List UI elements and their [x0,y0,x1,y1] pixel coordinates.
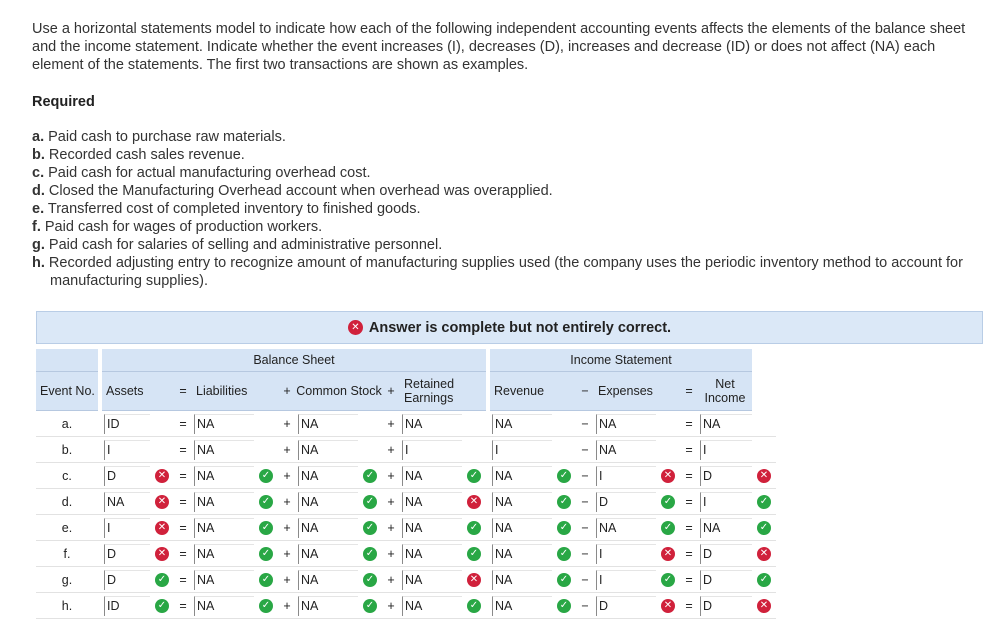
operator: + [382,593,400,619]
common-stock-answer[interactable]: NA [298,492,358,512]
operator: = [680,567,698,593]
revenue-answer[interactable]: NA [492,570,552,590]
retained-earnings-answer[interactable]: NA [402,518,462,538]
operator: − [576,593,594,619]
check-icon: ✓ [363,469,377,483]
expenses-answer[interactable]: NA [596,414,656,434]
revenue-answer[interactable]: NA [492,596,552,616]
operator: = [174,515,192,541]
x-icon: ✕ [661,469,675,483]
event-g: g. Paid cash for salaries of selling and administrative personnel. [32,237,443,253]
event-label: f. [36,541,98,567]
table-row [36,541,776,567]
x-icon: ✕ [467,495,481,509]
plus-header-1: + [278,372,296,411]
check-icon: ✓ [363,495,377,509]
operator: + [382,567,400,593]
operator: + [382,515,400,541]
check-icon: ✓ [467,547,481,561]
event-d: d. Closed the Manufacturing Overhead account when overhead was overapplied. [32,183,553,199]
assets-answer[interactable]: I [104,440,150,460]
check-icon: ✓ [661,521,675,535]
common-stock-answer[interactable]: NA [298,518,358,538]
income-statement-header: Income Statement [490,349,752,372]
event-list [32,128,972,290]
x-icon: ✕ [467,573,481,587]
x-icon: ✕ [757,547,771,561]
operator: = [174,489,192,515]
check-icon: ✓ [259,573,273,587]
check-icon: ✓ [363,573,377,587]
check-icon: ✓ [363,547,377,561]
check-icon: ✓ [467,521,481,535]
operator: + [382,463,400,489]
operator: + [278,541,296,567]
check-icon: ✓ [363,599,377,613]
operator: = [174,567,192,593]
x-icon: ✕ [661,547,675,561]
operator: − [576,489,594,515]
table-row [36,411,776,437]
operator: + [382,541,400,567]
operator: = [174,593,192,619]
operator: = [680,411,698,437]
table-row [36,489,776,515]
event-label: e. [36,515,98,541]
result-banner [36,311,983,344]
event-c: c. Paid cash for actual manufacturing overhead cost. [32,165,371,181]
liabilities-answer[interactable]: NA [194,492,254,512]
horizontal-statements-table [36,349,776,619]
event-group-header [36,349,98,372]
check-icon: ✓ [259,547,273,561]
expenses-answer[interactable]: I [596,570,656,590]
check-icon: ✓ [757,521,771,535]
net-income-answer[interactable]: D [700,466,752,486]
event-e: e. Transferred cost of completed inventory to finished goods. [32,201,421,217]
event-label: c. [36,463,98,489]
check-icon: ✓ [363,521,377,535]
liabilities-answer[interactable]: NA [194,440,254,460]
minus-header: − [576,372,594,411]
check-icon: ✓ [259,469,273,483]
event-b: b. Recorded cash sales revenue. [32,147,245,163]
x-icon: ✕ [155,469,169,483]
plus-header-2: + [382,372,400,411]
expenses-answer[interactable]: NA [596,440,656,460]
x-icon: ✕ [155,521,169,535]
retained-earnings-answer[interactable]: I [402,440,462,460]
x-icon: ✕ [661,599,675,613]
operator: = [680,489,698,515]
common-stock-answer[interactable]: NA [298,440,358,460]
equals-header-2: = [680,372,698,411]
liabilities-answer[interactable]: NA [194,518,254,538]
operator: = [680,593,698,619]
expenses-answer[interactable]: D [596,492,656,512]
operator: + [278,437,296,463]
expenses-answer[interactable]: NA [596,518,656,538]
operator: + [382,437,400,463]
event-label: h. [36,593,98,619]
expenses-answer[interactable]: I [596,544,656,564]
check-icon: ✓ [259,495,273,509]
net-income-answer[interactable]: I [700,492,752,512]
expenses-answer[interactable]: D [596,596,656,616]
x-icon: ✕ [155,495,169,509]
liabilities-answer[interactable]: NA [194,414,254,434]
common-stock-header: Common Stock [296,372,382,411]
operator: + [278,463,296,489]
x-icon: ✕ [757,599,771,613]
operator: − [576,515,594,541]
net-income-answer[interactable]: D [700,544,752,564]
check-icon: ✓ [557,495,571,509]
revenue-answer[interactable]: NA [492,518,552,538]
event-label: g. [36,567,98,593]
operator: + [278,515,296,541]
liabilities-answer[interactable]: NA [194,596,254,616]
operator: + [278,567,296,593]
retained-earnings-answer[interactable]: NA [402,466,462,486]
required-heading: Required [32,94,95,110]
operator: + [382,411,400,437]
operator: = [174,463,192,489]
check-icon: ✓ [661,495,675,509]
balance-sheet-header: Balance Sheet [102,349,486,372]
revenue-answer[interactable]: I [492,440,552,460]
common-stock-answer[interactable]: NA [298,466,358,486]
operator: + [278,593,296,619]
assets-answer[interactable]: D [104,544,150,564]
common-stock-answer[interactable]: NA [298,570,358,590]
event-h: h. Recorded adjusting entry to recognize amount of manufacturing supplies used (the company uses the periodic inventory method to account for manufacturing supplies). [32,255,963,289]
check-icon: ✓ [467,469,481,483]
event-label: a. [36,411,98,437]
operator: + [278,411,296,437]
common-stock-answer[interactable]: NA [298,544,358,564]
operator: = [680,541,698,567]
net-income-answer[interactable]: D [700,596,752,616]
retained-earnings-answer[interactable]: NA [402,544,462,564]
assets-answer[interactable]: ID [104,414,150,434]
expenses-header: Expenses [594,372,680,411]
retained-earnings-header: Retained Earnings [400,372,486,411]
check-icon: ✓ [259,521,273,535]
x-circle-icon: ✕ [348,320,363,335]
operator: − [576,541,594,567]
net-income-answer[interactable]: NA [700,518,752,538]
assets-answer[interactable]: I [104,518,150,538]
check-icon: ✓ [155,599,169,613]
liabilities-answer[interactable]: NA [194,570,254,590]
check-icon: ✓ [155,573,169,587]
liabilities-header: Liabilities [192,372,278,411]
operator: = [680,463,698,489]
operator: + [382,489,400,515]
retained-earnings-answer[interactable]: NA [402,570,462,590]
common-stock-answer[interactable]: NA [298,414,358,434]
check-icon: ✓ [757,573,771,587]
table-row [36,593,776,619]
net-income-answer[interactable]: D [700,570,752,590]
liabilities-answer[interactable]: NA [194,544,254,564]
revenue-answer[interactable]: NA [492,414,552,434]
retained-earnings-answer[interactable]: NA [402,596,462,616]
operator: = [680,515,698,541]
x-icon: ✕ [757,469,771,483]
table-row [36,567,776,593]
liabilities-answer[interactable]: NA [194,466,254,486]
common-stock-answer[interactable]: NA [298,596,358,616]
event-label: b. [36,437,98,463]
operator: = [174,541,192,567]
net-income-answer[interactable]: I [700,440,752,460]
retained-earnings-answer[interactable]: NA [402,492,462,512]
check-icon: ✓ [757,495,771,509]
assets-answer[interactable]: ID [104,596,150,616]
retained-earnings-answer[interactable]: NA [402,414,462,434]
table-row [36,437,776,463]
operator: − [576,463,594,489]
event-no-header: Event No. [36,372,98,411]
event-f: f. Paid cash for wages of production workers. [32,219,323,235]
equals-header: = [174,372,192,411]
operator: + [278,489,296,515]
instructions: Use a horizontal statements model to indicate how each of the following independent accounting events affects the elements of the balance sheet and the income statement. Indicate whether the event increases (I), decreases (D), increases and decrease (ID) or does not affect (NA) each element of the statements. The first two transactions are shown as examples. [32,21,966,73]
expenses-answer[interactable]: I [596,466,656,486]
x-icon: ✕ [155,547,169,561]
operator: = [174,437,192,463]
net-income-answer[interactable]: NA [700,414,752,434]
event-label: d. [36,489,98,515]
assets-answer[interactable]: D [104,466,150,486]
revenue-answer[interactable]: NA [492,466,552,486]
table-row [36,515,776,541]
assets-answer[interactable]: D [104,570,150,590]
operator: − [576,411,594,437]
check-icon: ✓ [467,599,481,613]
revenue-header: Revenue [490,372,576,411]
operator: − [576,437,594,463]
operator: = [680,437,698,463]
revenue-answer[interactable]: NA [492,492,552,512]
net-income-header: Net Income [698,372,752,411]
event-a: a. Paid cash to purchase raw materials. [32,129,286,145]
assets-answer[interactable]: NA [104,492,150,512]
operator: = [174,411,192,437]
table-row [36,463,776,489]
operator: − [576,567,594,593]
banner-text: Answer is complete but not entirely correct. [368,319,672,336]
revenue-answer[interactable]: NA [492,544,552,564]
check-icon: ✓ [557,521,571,535]
check-icon: ✓ [557,469,571,483]
check-icon: ✓ [557,599,571,613]
assets-header: Assets [102,372,174,411]
check-icon: ✓ [557,547,571,561]
check-icon: ✓ [557,573,571,587]
check-icon: ✓ [259,599,273,613]
check-icon: ✓ [661,573,675,587]
